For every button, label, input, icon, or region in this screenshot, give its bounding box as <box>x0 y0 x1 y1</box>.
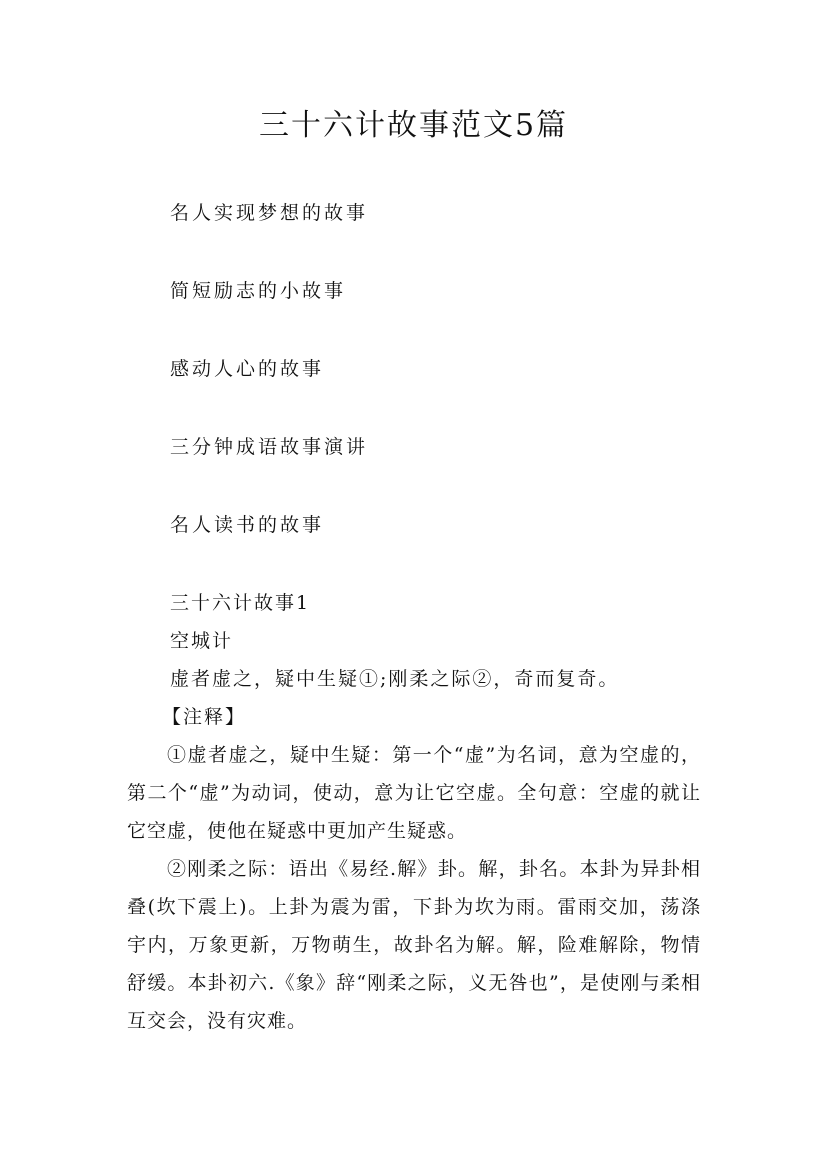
notes-label: 【注释】 <box>162 706 247 728</box>
section-heading: 三十六计故事1 <box>170 592 311 614</box>
note-paragraph-2: ②刚柔之际：语出《易经.解》卦。解，卦名。本卦为异卦相叠(坎下震上)。上卦为震为雷，下卦为坎为雨。雷雨交加，荡涤宇内，万象更新，万物萌生，故卦名为解。解，险难解除，物情舒缓。本卦初六.《象》辞“刚柔之际，义无咎也”，是使刚与柔相互交会，没有灾难。 <box>127 858 701 1032</box>
related-link-2[interactable]: 简短励志的小故事 <box>170 280 347 302</box>
related-link-4[interactable]: 三分钟成语故事演讲 <box>170 436 369 458</box>
section-subheading: 空城计 <box>170 630 234 652</box>
note-paragraph-1: ①虚者虚之，疑中生疑：第一个“虚”为名词，意为空虚的，第二个“虚”为动词，使动，意为让它空虚。全句意：空虚的就让它空虚，使他在疑惑中更加产生疑惑。 <box>127 744 701 842</box>
related-link-5[interactable]: 名人读书的故事 <box>170 514 325 536</box>
page-title: 三十六计故事范文5篇 <box>258 108 569 143</box>
related-link-3[interactable]: 感动人心的故事 <box>170 358 325 380</box>
related-link-1[interactable]: 名人实现梦想的故事 <box>170 202 369 224</box>
verse-text: 虚者虚之，疑中生疑①;刚柔之际②，奇而复奇。 <box>170 668 620 690</box>
